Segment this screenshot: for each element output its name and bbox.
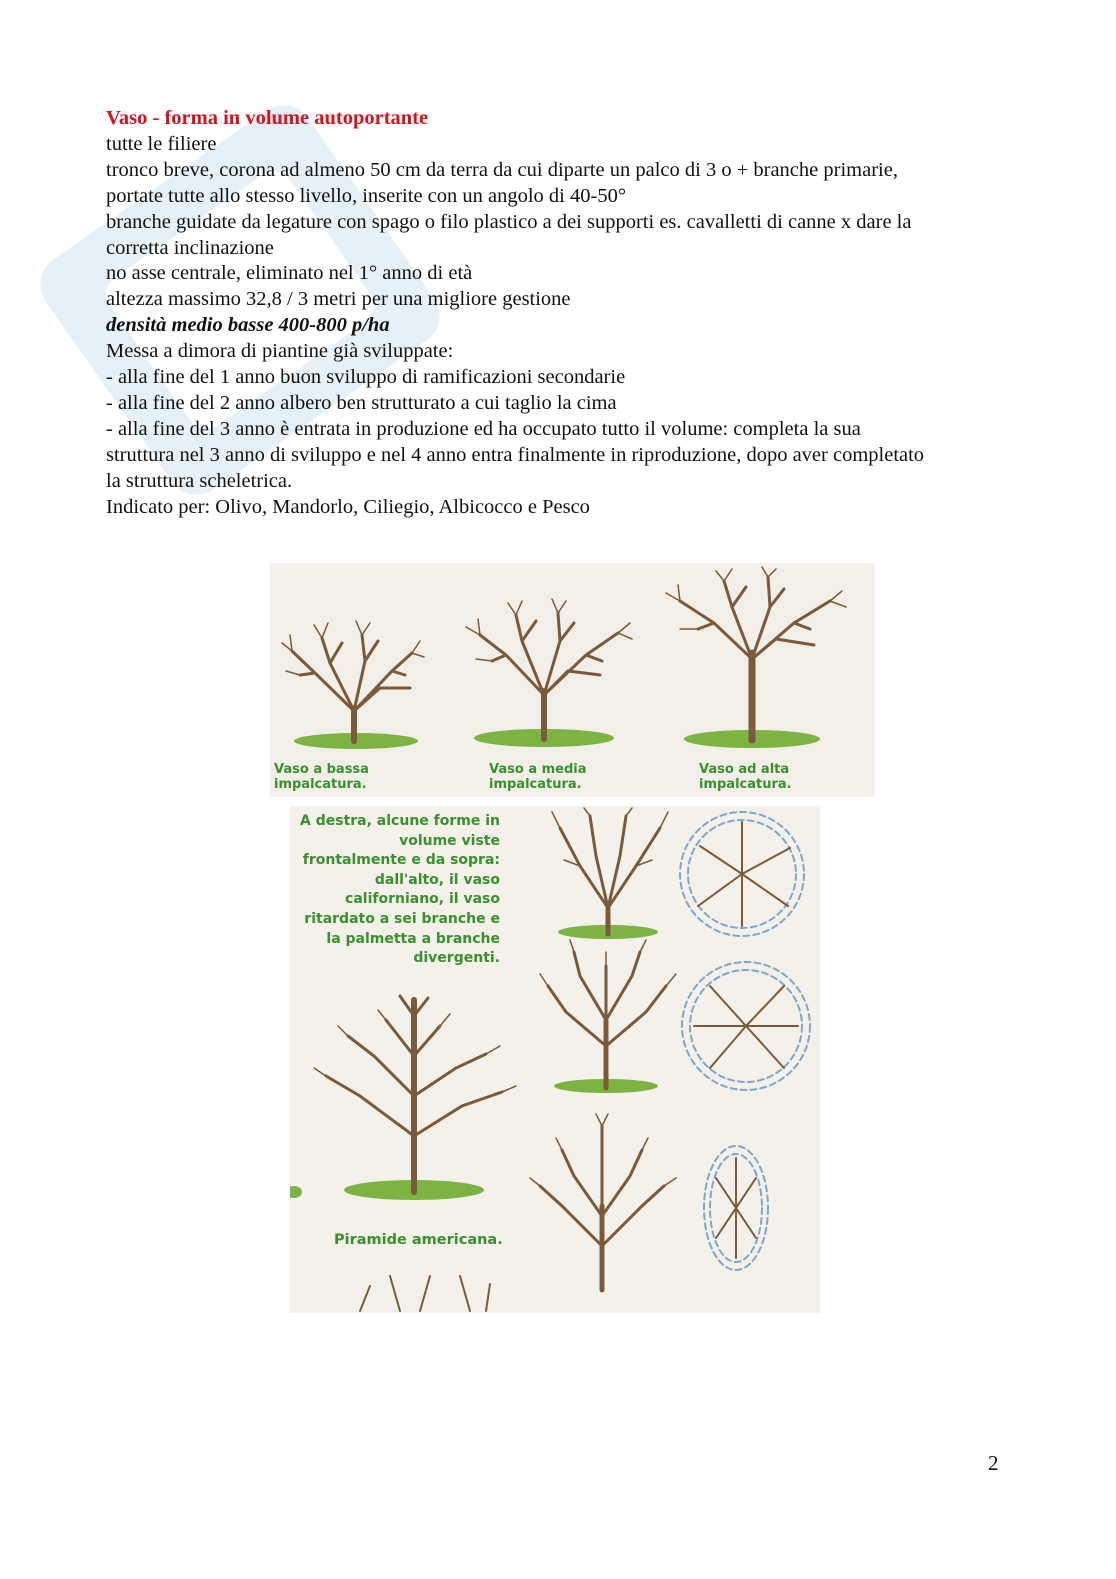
figure-volume-forms	[290, 806, 820, 1313]
text-line: la struttura scheletrica.	[106, 469, 293, 492]
text-line: struttura nel 3 anno di sviluppo e nel 4 anno entra finalmente in riproduzione, dopo aver completato	[106, 443, 925, 466]
text-line: - alla fine del 2 anno albero ben strutturato a cui taglio la cima	[106, 391, 617, 414]
text-line: corretta inclinazione	[106, 236, 274, 259]
caption-line: Vaso a media	[489, 762, 587, 777]
text-line: - alla fine del 1 anno buon sviluppo di ramificazioni secondarie	[106, 366, 626, 389]
caption-line: impalcatura.	[699, 777, 792, 792]
caption-line: divergenti.	[413, 950, 500, 967]
page-number: 2	[988, 1451, 999, 1475]
text-line: tronco breve, corona ad almeno 50 cm da terra da cui diparte un palco di 3 o + branche primarie,	[106, 158, 898, 181]
text-line: portate tutte allo stesso livello, inserite con un angolo di 40-50°	[106, 184, 627, 207]
caption-line: californiano, il vaso	[345, 891, 500, 908]
caption-line: impalcatura.	[274, 777, 367, 792]
caption-line: volume viste	[399, 832, 500, 849]
text-line: tutte le filiere	[106, 132, 217, 155]
text-line: altezza massimo 32,8 / 3 metri per una migliore gestione	[106, 288, 571, 311]
caption-medium-vase	[489, 762, 587, 792]
text-line: branche guidate da legature con spago o filo plastico a dei supporti es. cavalletti di canne x dare la	[106, 210, 912, 233]
density-line: densità medio basse 400-800 p/ha	[106, 314, 390, 337]
caption-line: impalcatura.	[489, 777, 582, 792]
caption-pyramid: Piramide americana.	[334, 1232, 503, 1248]
figure-vase-heights	[270, 563, 875, 797]
caption-line: frontalmente e da sopra:	[302, 852, 500, 869]
document-title: Vaso - forma in volume autoportante	[106, 107, 429, 129]
text-line: - alla fine del 3 anno è entrata in produzione ed ha occupato tutto il volume: completa la sua	[106, 417, 861, 440]
caption-volume-forms	[298, 812, 500, 969]
caption-line: Vaso a bassa	[274, 762, 369, 777]
text-line: Indicato per: Olivo, Mandorlo, Ciliegio, Albicocco e Pesco	[106, 495, 590, 518]
caption-line: ritardato a sei branche e	[304, 910, 500, 927]
caption-low-vase	[274, 762, 369, 792]
caption-line: Vaso ad alta	[699, 762, 790, 777]
document-body	[106, 106, 1006, 521]
caption-line: la palmetta a branche	[326, 930, 500, 947]
caption-line: dall'alto, il vaso	[374, 871, 500, 888]
text-line: Messa a dimora di piantine già sviluppate:	[106, 340, 454, 363]
text-line: no asse centrale, eliminato nel 1° anno di età	[106, 262, 473, 285]
caption-line: A destra, alcune forme in	[300, 813, 500, 829]
caption-high-vase	[699, 762, 792, 792]
